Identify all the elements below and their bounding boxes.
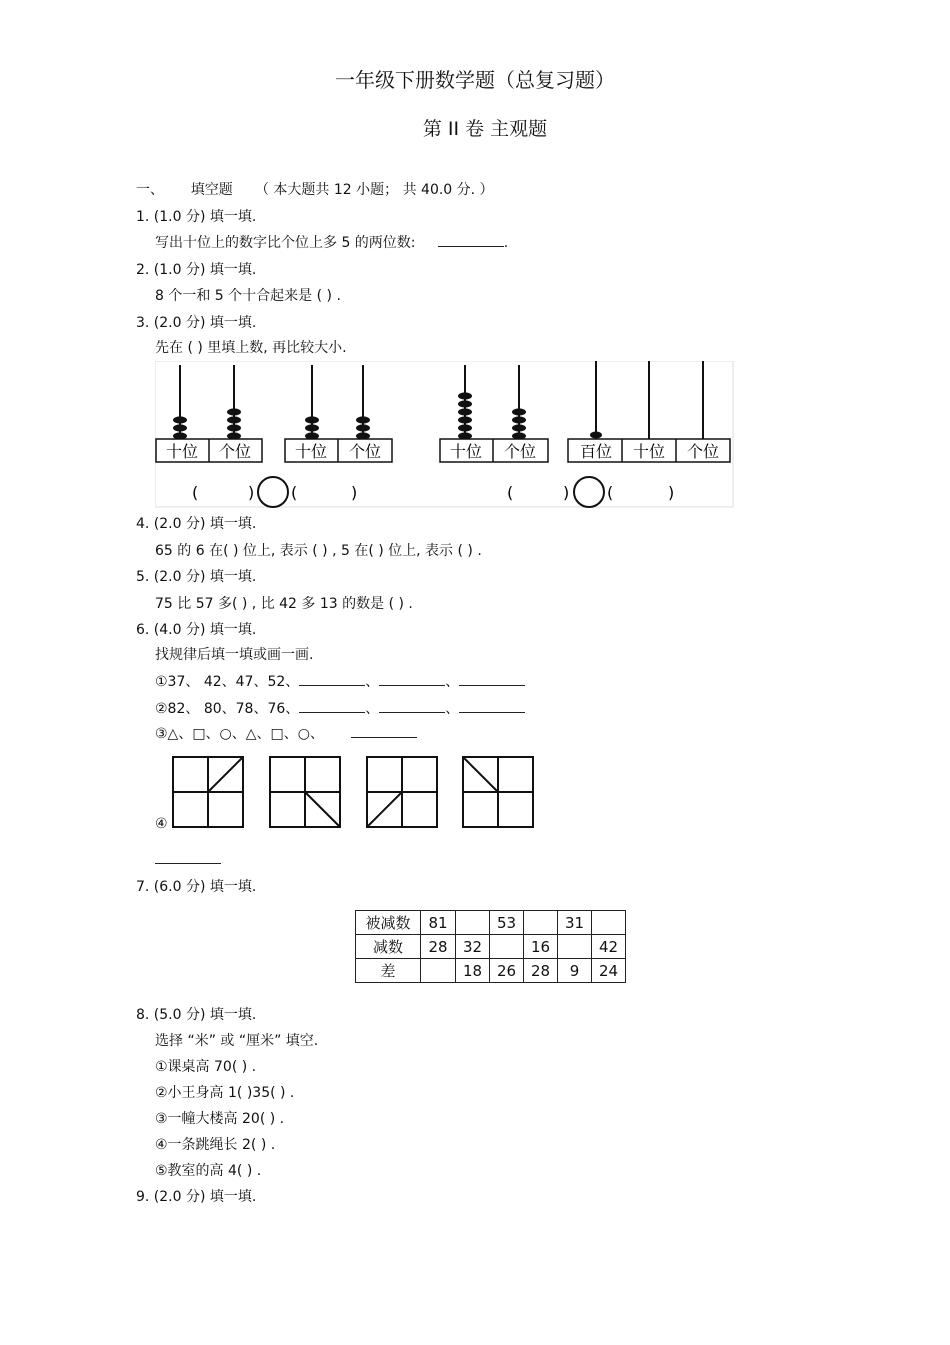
table-cell: 26	[490, 959, 524, 983]
bracket-close: )	[351, 483, 358, 502]
q6-text: 找规律后填一填或画一画.	[155, 647, 314, 663]
q9-heading: 9. (2.0 分) 填一填.	[136, 1189, 257, 1205]
place-label-ones: 个位	[348, 442, 382, 461]
place-label-tens: 十位	[294, 442, 328, 461]
section-note: （ 本大题共 12 小题； 共 40.0 分. ）	[254, 182, 494, 198]
answer-blank[interactable]	[299, 673, 365, 686]
q8-heading: 8. (5.0 分) 填一填.	[136, 1007, 257, 1023]
answer-blank[interactable]	[459, 700, 525, 713]
bracket-close: )	[668, 483, 675, 502]
q5-heading: 5. (2.0 分) 填一填.	[136, 569, 257, 585]
place-label-ones: 个位	[503, 442, 537, 461]
q3-heading: 3. (2.0 分) 填一填.	[136, 315, 257, 331]
row-header: 被减数	[356, 911, 421, 935]
q6-sequence-1: ①37、 42、47、52、 、 、	[155, 671, 525, 691]
table-cell: 81	[421, 911, 456, 935]
row-header: 差	[356, 959, 421, 983]
q8-item: ③一幢大楼高 20( ) .	[155, 1111, 285, 1127]
table-cell[interactable]	[524, 911, 558, 935]
table-cell[interactable]	[490, 935, 524, 959]
table-cell[interactable]	[558, 935, 592, 959]
q8-item: ⑤教室的高 4( ) .	[155, 1163, 262, 1179]
table-cell: 28	[421, 935, 456, 959]
q2-heading: 2. (1.0 分) 填一填.	[136, 262, 257, 278]
q1-heading: 1. (1.0 分) 填一填.	[136, 209, 257, 225]
bracket-close: )	[563, 483, 570, 502]
q8-item: ②小王身高 1( )35( ) .	[155, 1085, 295, 1101]
table-cell: 53	[490, 911, 524, 935]
answer-blank[interactable]	[299, 700, 365, 713]
place-label-tens: 十位	[449, 442, 483, 461]
q1-text	[155, 232, 508, 252]
section-label: 填空题	[190, 182, 233, 198]
q6-item-4: ④	[155, 816, 168, 832]
bead-stack	[305, 416, 319, 439]
table-row	[356, 935, 626, 959]
table-cell: 24	[592, 959, 626, 983]
q8-item: ④一条跳绳长 2( ) .	[155, 1137, 276, 1153]
bracket-open: (	[291, 483, 298, 502]
answer-blank[interactable]	[379, 673, 445, 686]
grid-pattern-figure	[170, 754, 540, 830]
q1-period: .	[503, 235, 509, 251]
table-cell: 16	[524, 935, 558, 959]
bead	[590, 432, 602, 439]
section-header	[136, 179, 494, 199]
table-cell: 28	[524, 959, 558, 983]
table-cell: 31	[558, 911, 592, 935]
abacus-figure	[155, 361, 735, 509]
place-label-ones: 个位	[686, 442, 720, 461]
q2-text: 8 个一和 5 个十合起来是 ( ) .	[155, 288, 341, 304]
row-header: 减数	[356, 935, 421, 959]
answer-blank[interactable]	[459, 673, 525, 686]
answer-blank[interactable]	[379, 700, 445, 713]
bead-stack	[173, 416, 187, 439]
answer-blank[interactable]	[155, 863, 221, 864]
q6-heading: 6. (4.0 分) 填一填.	[136, 622, 257, 638]
table-row	[356, 911, 626, 935]
table-cell[interactable]	[592, 911, 626, 935]
bracket-open: (	[607, 483, 614, 502]
q1-prompt: 写出十位上的数字比个位上多 5 的两位数:	[155, 235, 416, 251]
page-title: 一年级下册数学题（总复习题）	[335, 68, 615, 92]
q6-sequence-2: ②82、 80、78、76、 、 、	[155, 698, 525, 718]
bracket-open: (	[192, 483, 199, 502]
page-subtitle: 第 II 卷 主观题	[422, 118, 548, 140]
place-label-tens: 十位	[632, 442, 666, 461]
table-row	[356, 959, 626, 983]
q5-text: 75 比 57 多( ) , 比 42 多 13 的数是 ( ) .	[155, 596, 413, 612]
q3-text: 先在 ( ) 里填上数, 再比较大小.	[155, 340, 347, 356]
bracket-close: )	[248, 483, 255, 502]
table-cell[interactable]	[421, 959, 456, 983]
table-cell[interactable]	[456, 911, 490, 935]
answer-blank[interactable]	[351, 725, 417, 738]
q8-text: 选择 “米” 或 “厘米” 填空.	[155, 1033, 319, 1049]
bracket-open: (	[507, 483, 514, 502]
table-cell: 9	[558, 959, 592, 983]
q8-item: ①课桌高 70( ) .	[155, 1059, 257, 1075]
table-cell: 32	[456, 935, 490, 959]
subtraction-table	[355, 910, 626, 983]
table-cell: 42	[592, 935, 626, 959]
section-number: 一、	[136, 182, 164, 198]
place-label-hundreds: 百位	[579, 442, 613, 461]
place-label-ones: 个位	[218, 442, 252, 461]
answer-blank[interactable]	[438, 234, 504, 247]
q4-text: 65 的 6 在( ) 位上, 表示 ( ) , 5 在( ) 位上, 表示 ( ) .	[155, 543, 482, 559]
table-cell: 18	[456, 959, 490, 983]
q7-heading: 7. (6.0 分) 填一填.	[136, 879, 257, 895]
q4-heading: 4. (2.0 分) 填一填.	[136, 516, 257, 532]
place-label-tens: 十位	[165, 442, 199, 461]
bead-stack	[356, 416, 370, 439]
q6-sequence-3: ③△、□、○、△、□、○、	[155, 723, 417, 743]
